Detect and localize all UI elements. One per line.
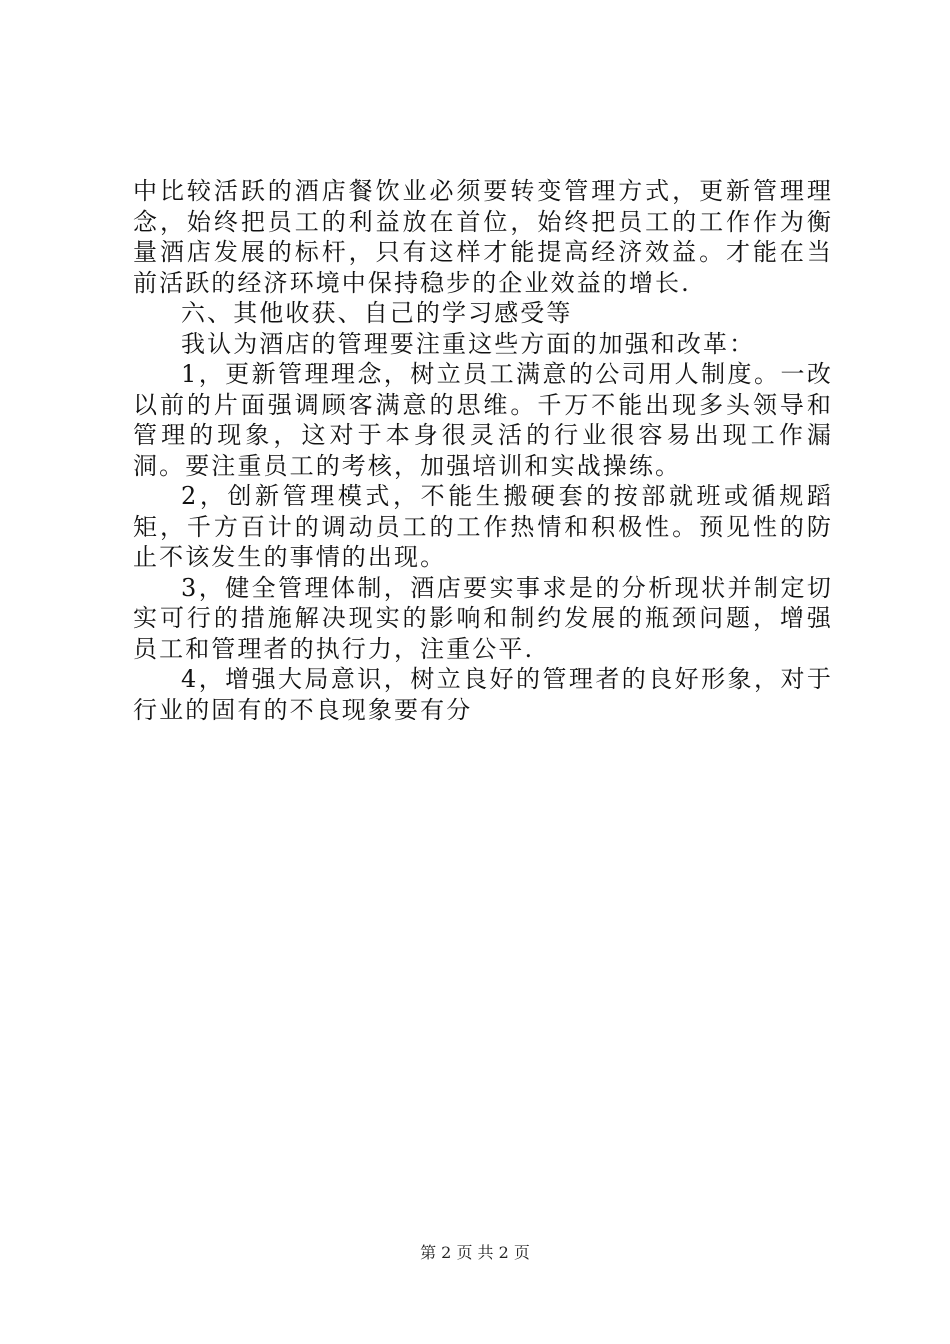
- paragraph-point-2: 2，创新管理模式，不能生搬硬套的按部就班或循规蹈矩，千方百计的调动员工的工作热情和积极性。预见性的防止不该发生的事情的出现。: [133, 482, 833, 571]
- page-number-footer: 第 2 页 共 2 页: [420, 1243, 530, 1262]
- paragraph-point-4: 4，增强大局意识，树立良好的管理者的良好形象，对于行业的固有的不良现象要有分: [133, 665, 833, 724]
- paragraph-point-3: 3，健全管理体制，酒店要实事求是的分析现状并制定切实可行的措施解决现实的影响和制约发展的瓶颈问题，增强员工和管理者的执行力，注重公平.: [133, 573, 833, 663]
- document-body: [133, 176, 833, 725]
- paragraph-continuation: 中比较活跃的酒店餐饮业必须要转变管理方式，更新管理理念，始终把员工的利益放在首位，始终把员工的工作作为衡量酒店发展的标杆，只有这样才能提高经济效益。才能在当前活跃的经济环境中保持稳步的企业效益的增长.: [133, 177, 833, 297]
- section-heading-other-gains: 六、其他收获、自己的学习感受等: [181, 299, 573, 327]
- paragraph-point-1: 1，更新管理理念，树立员工满意的公司用人制度。一改以前的片面强调顾客满意的思维。千万不能出现多头领导和管理的现象，这对于本身很灵活的行业很容易出现工作漏洞。要注重员工的考核，加强培训和实战操练。: [133, 360, 833, 480]
- paragraph-intro: 我认为酒店的管理要注重这些方面的加强和改革：: [181, 329, 756, 358]
